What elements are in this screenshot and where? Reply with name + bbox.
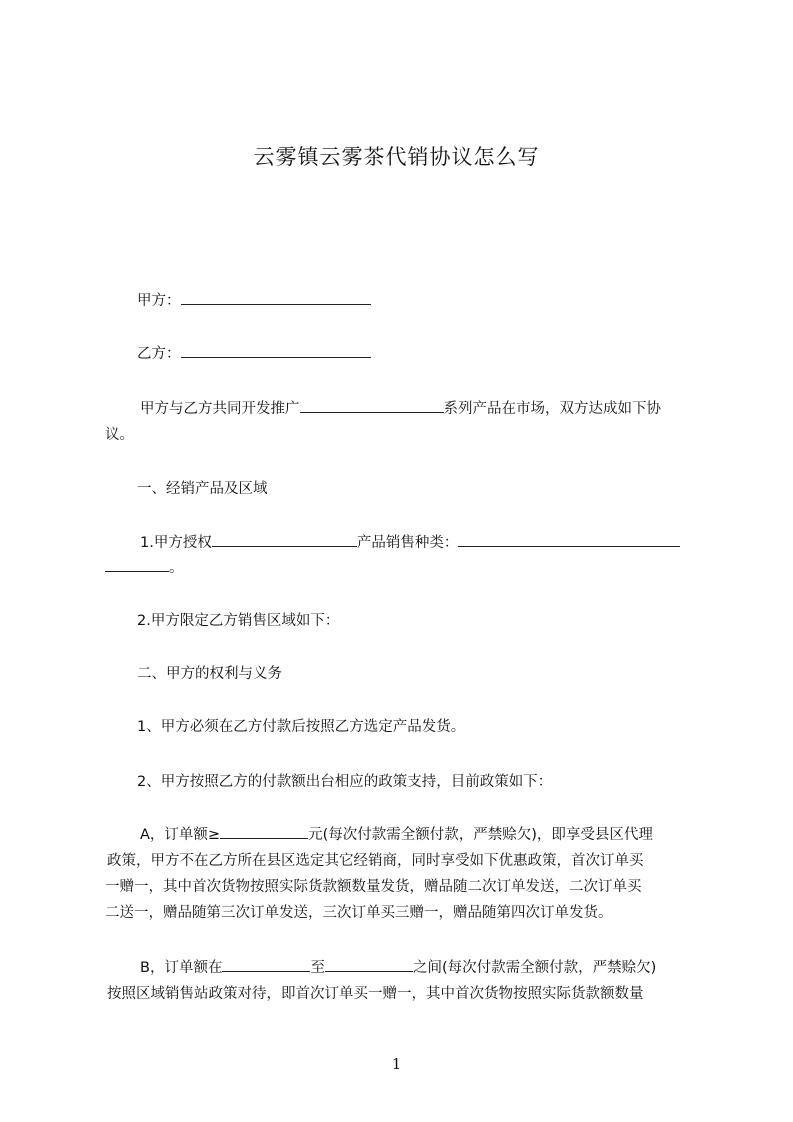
product-series-blank[interactable] xyxy=(300,398,444,413)
rule2-line: 2、甲方按照乙方的付款额出台相应的政策支持，目前政策如下： xyxy=(137,774,553,790)
clause-a-prefix: A，订单额≥ xyxy=(140,827,221,843)
clause-b-min-blank[interactable] xyxy=(222,957,310,972)
party-a-line xyxy=(137,290,371,312)
clause-a-amount-blank[interactable] xyxy=(220,824,308,839)
item1-line-1 xyxy=(140,532,680,554)
party-b-label: 乙方： xyxy=(137,346,181,362)
clause-b-rest: 之间(每次付款需全额付款，严禁赊欠) xyxy=(412,960,657,976)
item1-line-2 xyxy=(105,557,184,579)
clause-a-line-1 xyxy=(140,824,653,846)
clause-b-line-1 xyxy=(140,957,656,979)
intro-text-2: 系列产品在市场，双方达成如下协 xyxy=(443,401,661,417)
clause-b-line-2: 按照区域销售站政策对待，即首次订单买一赠一，其中首次货物按照实际货款额数量 xyxy=(107,986,644,1002)
item2-line: 2.甲方限定乙方销售区域如下： xyxy=(137,613,340,629)
section2-heading: 二、甲方的权利与义务 xyxy=(137,666,282,682)
section1-heading: 一、经销产品及区域 xyxy=(137,481,268,497)
item1-text-1: 1.甲方授权 xyxy=(140,535,212,551)
party-b-line xyxy=(137,343,371,365)
party-a-label: 甲方： xyxy=(137,293,181,309)
clause-b-max-blank[interactable] xyxy=(325,957,413,972)
party-a-blank[interactable] xyxy=(181,290,371,305)
clause-a-line-2: 政策，甲方不在乙方所在县区选定其它经销商，同时享受如下优惠政策，首次订单买 xyxy=(107,853,644,869)
party-b-blank[interactable] xyxy=(181,343,371,358)
product-types-blank-cont[interactable] xyxy=(105,557,169,572)
intro-line-2 xyxy=(105,424,134,446)
page-number: 1 xyxy=(391,1055,402,1073)
clause-a-line-3: 一赠一，其中首次货物按照实际货款额数量发货，赠品随二次订单发送，二次订单买 xyxy=(105,879,642,895)
clause-b-mid: 至 xyxy=(310,960,325,976)
clause-a-line-4: 二送一，赠品随第三次订单发送，三次订单买三赠一，赠品随第四次订单发货。 xyxy=(105,905,613,921)
intro-line-1 xyxy=(140,398,661,420)
document-title: 云雾镇云雾茶代销协议怎么写 xyxy=(253,145,540,169)
intro-text-1: 甲方与乙方共同开发推广 xyxy=(140,401,300,417)
intro-text-3: 议。 xyxy=(105,427,134,443)
item1-text-2: 产品销售种类： xyxy=(356,535,459,551)
authorized-blank[interactable] xyxy=(212,532,357,547)
clause-a-rest: 元(每次付款需全额付款，严禁赊欠)，即享受县区代理 xyxy=(308,827,653,843)
item1-end: 。 xyxy=(169,560,184,576)
product-types-blank[interactable] xyxy=(458,532,680,547)
rule1-line: 1、甲方必须在乙方付款后按照乙方选定产品发货。 xyxy=(137,719,466,735)
clause-b-prefix: B，订单额在 xyxy=(140,960,223,976)
